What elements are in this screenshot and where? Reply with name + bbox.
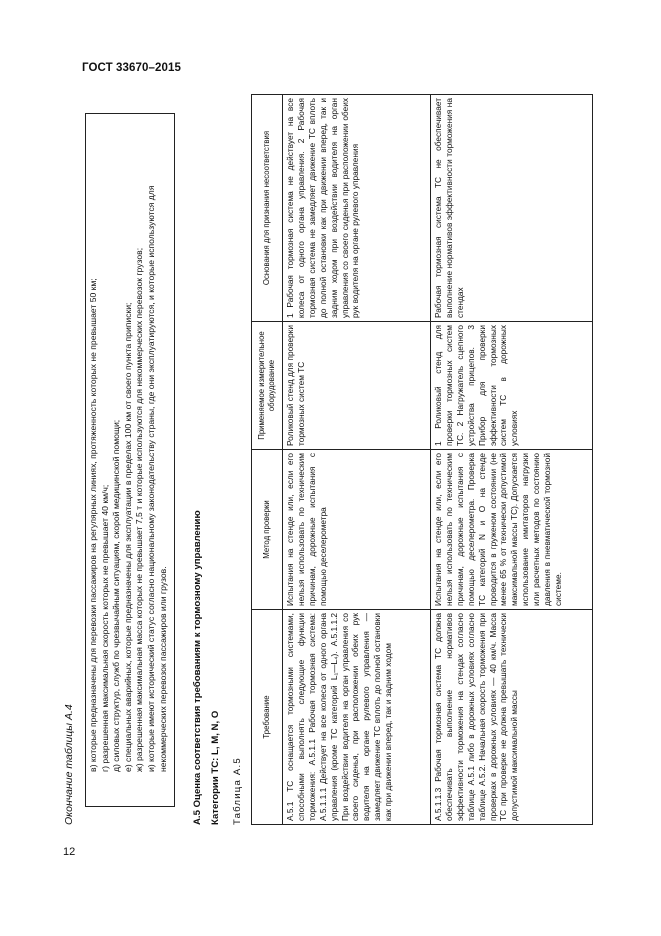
list-item: и) которые имеют исторический статус согласно национальному законодательству страны, где они эксплуатируются, и которые используются для некоммерческих перевозок пассажиров или грузов. [145, 185, 168, 772]
column-header: Требование [252, 610, 283, 825]
column-header: Метод проверки [252, 450, 283, 610]
rotated-content [63, 95, 593, 825]
list-item: в) которые предназначены для перевозки пассажиров на регулярных линиях, протяженность которых не превышает 50 км; [88, 278, 98, 772]
table-cell: Роликовый стенд для проверки тормозных систем ТС [283, 322, 431, 450]
table-caption: Таблица А.5 [232, 757, 243, 825]
requirements-table [251, 94, 593, 825]
list-item: ж) разрешенная максимальная масса которых не превышает 7,5 т и которые используются для некоммерческих перевозок грузов; [134, 247, 145, 772]
table-cell: А.5.1.1.3 Рабочая тормозная система ТС должна обеспечивать выполнение нормативов эффективности торможения на стендах согласно таблице А.5.1 либо в дорожных условиях согласно таблице А.5.2. Начальная скорость торможения при проверках в дорожных условиях — 40 км/ч. Масса ТС при проверке не должна превышать технически допустимой максимальной массы [431, 610, 593, 825]
table-continuation-label: Окончание таблицы А.4 [63, 704, 75, 825]
list-item: д) силовых структур, служб по чрезвычайным ситуациям, скорой медицинской помощи; [111, 419, 122, 772]
table-cell: Испытания на стенде или, если его нельзя использовать по техническим причинам, дорожные испытания с помощью деселерометра. Проверка ТС категорий N и O на стенде проводится в груженом состоянии (не менее 65 % от технически допустимой максимальной массы ТС). Допускается использование имитаторов нагрузки или расчетных методов по состоянию давления в пневматической тормозной системе. [431, 450, 593, 610]
table-row [283, 95, 431, 825]
list-item: е) специальных аварийных, которые предназначены для эксплуатации в пределах 100 км от своего пункта приписки; [122, 302, 133, 772]
table-header-row [252, 95, 283, 825]
list-item: г) разрешенная максимальная скорость которых не превышает 40 км/ч; [99, 484, 110, 772]
document-header: ГОСТ 33670–2015 [82, 62, 182, 74]
table-cell: 1 Роликовый стенд для проверки тормозных систем ТС. 2 Нагружатель сцепного устройства прицепов. 3 Прибор для проверки эффективности тормозных систем ТС в дорожных условиях [431, 322, 593, 450]
section-title: А.5 Оценка соответствия требованиям к тормозному управлению [192, 510, 203, 825]
table-cell: Рабочая тормозная система ТС не обеспечивает выполнение нормативов эффективности торможения на стендах [431, 95, 593, 322]
column-header: Основания для признания несоответствия [252, 95, 283, 322]
table-row [431, 95, 593, 825]
category-line: Категории ТС: L, M, N, O [210, 710, 221, 825]
table-cell: 1 Рабочая тормозная система не действует на все колеса от одного органа управления. 2 Рабочая тормозная система не замедляет движение ТС вплоть до полной остановки как при движении вперед, так и задним ходом при воздействии водителя на орган управления со своего сиденья при расположении обеих рук водителя на органе рулевого управления [283, 95, 431, 322]
continuation-box [85, 113, 175, 807]
column-header: Применяемое измерительное оборудование [252, 322, 283, 450]
page-number: 12 [63, 846, 76, 858]
table-cell: Испытания на стенде или, если его нельзя использовать по техническим причинам, дорожные испытания с помощью деселерометра [283, 450, 431, 610]
table-cell: А.5.1 ТС оснащается тормозными системами, способными выполнять следующие функции торможения: А.5.1.1 Рабочая тормозная система: А.5.1.1.1 Действует на все колеса от одного органа управления (кроме ТС категорий L₁—L₄). А.5.1.1.2 При воздействии водителя на орган управления со своего сиденья, при расположении обеих рук водителя на органе рулевого управления — замедляет движение ТС вплоть до полной остановки как при движении вперед, так и задним ходом [283, 610, 431, 825]
